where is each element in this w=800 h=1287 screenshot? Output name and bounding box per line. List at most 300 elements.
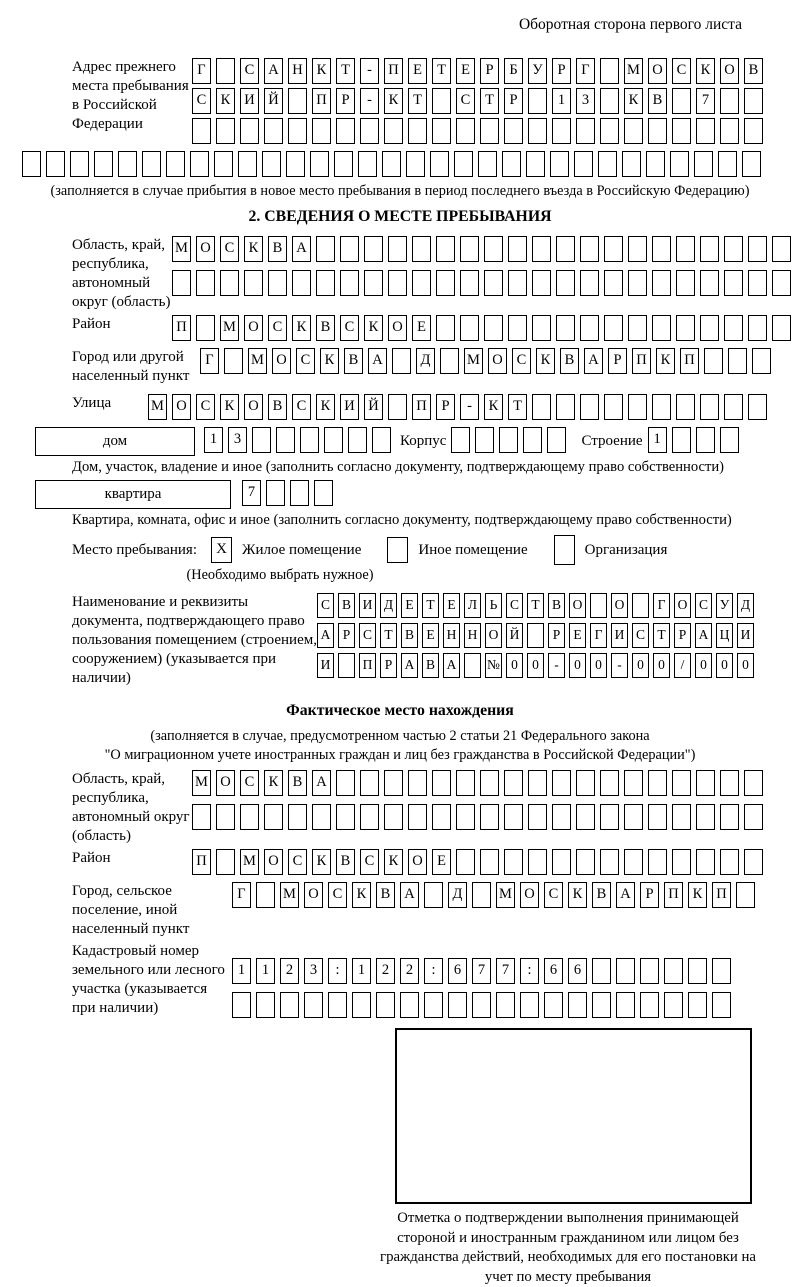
char-box[interactable]: А xyxy=(400,882,419,908)
char-box[interactable] xyxy=(720,770,739,796)
char-box[interactable] xyxy=(172,270,191,296)
char-box[interactable]: М xyxy=(280,882,299,908)
char-box[interactable] xyxy=(552,118,571,144)
char-box[interactable] xyxy=(502,151,521,177)
char-box[interactable] xyxy=(360,804,379,830)
char-box[interactable]: У xyxy=(716,593,733,618)
char-box[interactable]: А xyxy=(584,348,603,374)
char-box[interactable] xyxy=(408,118,427,144)
char-box[interactable] xyxy=(392,348,411,374)
char-box[interactable]: К xyxy=(688,882,707,908)
char-box[interactable] xyxy=(406,151,425,177)
char-box[interactable]: 0 xyxy=(716,653,733,678)
char-box[interactable]: Р xyxy=(640,882,659,908)
char-box[interactable] xyxy=(290,480,309,506)
char-box[interactable]: П xyxy=(664,882,683,908)
char-box[interactable] xyxy=(340,270,359,296)
char-box[interactable] xyxy=(622,151,641,177)
char-box[interactable]: О xyxy=(244,315,263,341)
char-box[interactable] xyxy=(628,270,647,296)
char-box[interactable]: Т xyxy=(336,58,355,84)
char-box[interactable]: А xyxy=(368,348,387,374)
char-box[interactable]: А xyxy=(317,623,334,648)
char-box[interactable] xyxy=(440,348,459,374)
char-box[interactable] xyxy=(508,236,527,262)
char-box[interactable] xyxy=(624,770,643,796)
char-box[interactable] xyxy=(624,849,643,875)
char-box[interactable] xyxy=(744,118,763,144)
char-box[interactable]: Д xyxy=(737,593,754,618)
char-box[interactable] xyxy=(432,770,451,796)
char-box[interactable]: 0 xyxy=(632,653,649,678)
char-box[interactable]: Р xyxy=(548,623,565,648)
char-box[interactable] xyxy=(216,849,235,875)
char-box[interactable] xyxy=(46,151,65,177)
char-box[interactable] xyxy=(314,480,333,506)
char-box[interactable] xyxy=(480,770,499,796)
char-box[interactable] xyxy=(676,394,695,420)
char-box[interactable] xyxy=(696,770,715,796)
char-box[interactable]: И xyxy=(737,623,754,648)
char-box[interactable]: 1 xyxy=(648,427,667,453)
char-box[interactable] xyxy=(580,315,599,341)
char-box[interactable]: К xyxy=(384,88,403,114)
char-box[interactable] xyxy=(166,151,185,177)
char-box[interactable]: О xyxy=(264,849,283,875)
char-box[interactable]: Н xyxy=(464,623,481,648)
char-box[interactable]: Е xyxy=(401,593,418,618)
char-box[interactable] xyxy=(532,315,551,341)
char-box[interactable]: Г xyxy=(192,58,211,84)
char-box[interactable] xyxy=(526,151,545,177)
char-box[interactable]: Г xyxy=(576,58,595,84)
char-box[interactable] xyxy=(580,394,599,420)
char-box[interactable] xyxy=(382,151,401,177)
checkbox-zhiloe[interactable]: X xyxy=(211,537,232,563)
char-box[interactable]: С xyxy=(192,88,211,114)
char-box[interactable] xyxy=(310,151,329,177)
char-box[interactable] xyxy=(504,770,523,796)
char-box[interactable]: Г xyxy=(590,623,607,648)
char-box[interactable] xyxy=(744,770,763,796)
char-box[interactable] xyxy=(142,151,161,177)
char-box[interactable] xyxy=(216,58,235,84)
char-box[interactable] xyxy=(712,992,731,1018)
char-box[interactable] xyxy=(646,151,665,177)
char-box[interactable]: А xyxy=(312,770,331,796)
char-box[interactable] xyxy=(262,151,281,177)
char-box[interactable] xyxy=(672,118,691,144)
char-box[interactable]: С xyxy=(240,58,259,84)
char-box[interactable]: И xyxy=(340,394,359,420)
char-box[interactable]: В xyxy=(592,882,611,908)
char-box[interactable]: П xyxy=(192,849,211,875)
char-box[interactable]: 1 xyxy=(204,427,223,453)
char-box[interactable]: М xyxy=(172,236,191,262)
char-box[interactable] xyxy=(451,427,470,453)
char-box[interactable] xyxy=(744,804,763,830)
char-box[interactable]: 7 xyxy=(472,958,491,984)
char-box[interactable]: Т xyxy=(422,593,439,618)
char-box[interactable] xyxy=(676,315,695,341)
char-box[interactable]: К xyxy=(656,348,675,374)
char-box[interactable]: С xyxy=(512,348,531,374)
char-box[interactable]: 2 xyxy=(280,958,299,984)
char-box[interactable]: М xyxy=(248,348,267,374)
char-box[interactable]: С xyxy=(292,394,311,420)
char-box[interactable]: К xyxy=(352,882,371,908)
char-box[interactable]: В xyxy=(338,593,355,618)
char-box[interactable]: И xyxy=(240,88,259,114)
char-box[interactable]: 0 xyxy=(737,653,754,678)
char-box[interactable]: К xyxy=(320,348,339,374)
char-box[interactable] xyxy=(384,770,403,796)
char-box[interactable] xyxy=(499,427,518,453)
char-box[interactable] xyxy=(556,270,575,296)
char-box[interactable] xyxy=(240,118,259,144)
char-box[interactable] xyxy=(556,315,575,341)
char-box[interactable] xyxy=(268,270,287,296)
char-box[interactable] xyxy=(600,770,619,796)
char-box[interactable] xyxy=(408,804,427,830)
char-box[interactable] xyxy=(744,849,763,875)
char-box[interactable]: К xyxy=(312,58,331,84)
char-box[interactable] xyxy=(696,427,715,453)
char-box[interactable] xyxy=(528,849,547,875)
char-box[interactable] xyxy=(192,118,211,144)
char-box[interactable] xyxy=(640,992,659,1018)
char-box[interactable] xyxy=(552,849,571,875)
char-box[interactable] xyxy=(316,270,335,296)
char-box[interactable] xyxy=(300,427,319,453)
char-box[interactable] xyxy=(720,118,739,144)
checkbox-organizatsiya[interactable] xyxy=(554,535,575,565)
char-box[interactable]: Д xyxy=(380,593,397,618)
char-box[interactable] xyxy=(744,88,763,114)
char-box[interactable]: С xyxy=(240,770,259,796)
char-box[interactable]: Р xyxy=(436,394,455,420)
char-box[interactable]: С xyxy=(456,88,475,114)
char-box[interactable] xyxy=(632,593,649,618)
char-box[interactable] xyxy=(430,151,449,177)
char-box[interactable] xyxy=(364,236,383,262)
char-box[interactable] xyxy=(460,270,479,296)
char-box[interactable]: М xyxy=(220,315,239,341)
char-box[interactable] xyxy=(484,236,503,262)
char-box[interactable]: М xyxy=(148,394,167,420)
char-box[interactable]: О xyxy=(244,394,263,420)
char-box[interactable]: О xyxy=(674,593,691,618)
char-box[interactable] xyxy=(628,315,647,341)
char-box[interactable]: Р xyxy=(504,88,523,114)
char-box[interactable] xyxy=(532,270,551,296)
char-box[interactable]: В xyxy=(376,882,395,908)
char-box[interactable] xyxy=(408,770,427,796)
char-box[interactable]: - xyxy=(611,653,628,678)
char-box[interactable]: О xyxy=(388,315,407,341)
char-box[interactable] xyxy=(436,315,455,341)
char-box[interactable] xyxy=(724,236,743,262)
char-box[interactable]: В xyxy=(401,623,418,648)
char-box[interactable]: В xyxy=(288,770,307,796)
char-box[interactable] xyxy=(94,151,113,177)
char-box[interactable] xyxy=(672,427,691,453)
char-box[interactable] xyxy=(384,118,403,144)
char-box[interactable] xyxy=(724,394,743,420)
char-box[interactable] xyxy=(224,348,243,374)
char-box[interactable]: 0 xyxy=(653,653,670,678)
char-box[interactable] xyxy=(336,804,355,830)
char-box[interactable]: Т xyxy=(408,88,427,114)
char-box[interactable]: К xyxy=(264,770,283,796)
char-box[interactable] xyxy=(484,270,503,296)
char-box[interactable]: 2 xyxy=(376,958,395,984)
char-box[interactable] xyxy=(424,882,443,908)
char-box[interactable] xyxy=(688,958,707,984)
char-box[interactable]: - xyxy=(360,88,379,114)
char-box[interactable] xyxy=(456,770,475,796)
char-box[interactable] xyxy=(544,992,563,1018)
char-box[interactable] xyxy=(504,118,523,144)
char-box[interactable]: И xyxy=(359,593,376,618)
char-box[interactable]: О xyxy=(611,593,628,618)
char-box[interactable] xyxy=(528,804,547,830)
char-box[interactable] xyxy=(748,394,767,420)
char-box[interactable]: : xyxy=(328,958,347,984)
char-box[interactable] xyxy=(664,992,683,1018)
char-box[interactable]: О xyxy=(272,348,291,374)
char-box[interactable]: В xyxy=(336,849,355,875)
char-box[interactable] xyxy=(672,770,691,796)
char-box[interactable]: К xyxy=(216,88,235,114)
char-box[interactable] xyxy=(400,992,419,1018)
char-box[interactable] xyxy=(256,882,275,908)
char-box[interactable] xyxy=(460,315,479,341)
char-box[interactable]: Е xyxy=(443,593,460,618)
char-box[interactable] xyxy=(424,992,443,1018)
char-box[interactable]: К xyxy=(484,394,503,420)
char-box[interactable]: В xyxy=(268,236,287,262)
char-box[interactable] xyxy=(604,394,623,420)
char-box[interactable] xyxy=(448,992,467,1018)
char-box[interactable] xyxy=(728,348,747,374)
char-box[interactable]: 1 xyxy=(232,958,251,984)
char-box[interactable]: Е xyxy=(412,315,431,341)
char-box[interactable] xyxy=(304,992,323,1018)
char-box[interactable]: С xyxy=(359,623,376,648)
char-box[interactable] xyxy=(288,118,307,144)
char-box[interactable] xyxy=(720,427,739,453)
char-box[interactable]: 0 xyxy=(695,653,712,678)
char-box[interactable]: Е xyxy=(569,623,586,648)
char-box[interactable] xyxy=(334,151,353,177)
char-box[interactable] xyxy=(648,849,667,875)
char-box[interactable] xyxy=(688,992,707,1018)
char-box[interactable]: К xyxy=(536,348,555,374)
char-box[interactable] xyxy=(590,593,607,618)
checkbox-inoe[interactable] xyxy=(387,537,408,563)
char-box[interactable]: О xyxy=(720,58,739,84)
char-box[interactable] xyxy=(196,270,215,296)
char-box[interactable] xyxy=(276,427,295,453)
char-box[interactable] xyxy=(604,315,623,341)
char-box[interactable] xyxy=(216,118,235,144)
char-box[interactable]: С xyxy=(544,882,563,908)
char-box[interactable]: : xyxy=(424,958,443,984)
char-box[interactable] xyxy=(358,151,377,177)
char-box[interactable] xyxy=(528,88,547,114)
char-box[interactable] xyxy=(616,958,635,984)
char-box[interactable] xyxy=(432,804,451,830)
char-box[interactable]: 1 xyxy=(552,88,571,114)
char-box[interactable]: : xyxy=(520,958,539,984)
char-box[interactable] xyxy=(604,270,623,296)
char-box[interactable]: А xyxy=(443,653,460,678)
char-box[interactable] xyxy=(292,270,311,296)
char-box[interactable]: С xyxy=(695,593,712,618)
char-box[interactable]: Е xyxy=(432,849,451,875)
char-box[interactable]: Р xyxy=(380,653,397,678)
char-box[interactable] xyxy=(598,151,617,177)
char-box[interactable]: О xyxy=(304,882,323,908)
char-box[interactable] xyxy=(624,118,643,144)
char-box[interactable] xyxy=(196,315,215,341)
char-box[interactable] xyxy=(604,236,623,262)
char-box[interactable] xyxy=(676,236,695,262)
char-box[interactable] xyxy=(496,992,515,1018)
char-box[interactable] xyxy=(600,849,619,875)
char-box[interactable]: 0 xyxy=(590,653,607,678)
char-box[interactable] xyxy=(216,804,235,830)
char-box[interactable] xyxy=(338,653,355,678)
char-box[interactable] xyxy=(720,849,739,875)
char-box[interactable] xyxy=(576,118,595,144)
char-box[interactable] xyxy=(742,151,761,177)
char-box[interactable] xyxy=(432,118,451,144)
char-box[interactable] xyxy=(724,315,743,341)
char-box[interactable] xyxy=(648,804,667,830)
char-box[interactable]: И xyxy=(611,623,628,648)
char-box[interactable] xyxy=(600,118,619,144)
char-box[interactable] xyxy=(288,88,307,114)
char-box[interactable]: А xyxy=(264,58,283,84)
char-box[interactable] xyxy=(376,992,395,1018)
char-box[interactable]: Р xyxy=(608,348,627,374)
char-box[interactable]: Р xyxy=(674,623,691,648)
char-box[interactable] xyxy=(70,151,89,177)
char-box[interactable] xyxy=(574,151,593,177)
char-box[interactable] xyxy=(720,88,739,114)
char-box[interactable]: С xyxy=(288,849,307,875)
char-box[interactable]: И xyxy=(317,653,334,678)
char-box[interactable] xyxy=(508,315,527,341)
char-box[interactable]: В xyxy=(560,348,579,374)
char-box[interactable]: 3 xyxy=(304,958,323,984)
char-box[interactable]: Б xyxy=(504,58,523,84)
char-box[interactable]: М xyxy=(496,882,515,908)
char-box[interactable] xyxy=(628,236,647,262)
char-box[interactable]: Н xyxy=(288,58,307,84)
char-box[interactable] xyxy=(504,804,523,830)
char-box[interactable] xyxy=(532,236,551,262)
char-box[interactable]: 0 xyxy=(527,653,544,678)
char-box[interactable] xyxy=(624,804,643,830)
char-box[interactable] xyxy=(652,394,671,420)
char-box[interactable] xyxy=(736,882,755,908)
char-box[interactable] xyxy=(532,394,551,420)
char-box[interactable]: О xyxy=(488,348,507,374)
char-box[interactable] xyxy=(22,151,41,177)
char-box[interactable]: Й xyxy=(264,88,283,114)
char-box[interactable] xyxy=(252,427,271,453)
char-box[interactable] xyxy=(240,804,259,830)
char-box[interactable] xyxy=(724,270,743,296)
char-box[interactable]: В xyxy=(548,593,565,618)
char-box[interactable]: С xyxy=(220,236,239,262)
char-box[interactable] xyxy=(328,992,347,1018)
char-box[interactable] xyxy=(672,849,691,875)
char-box[interactable] xyxy=(360,118,379,144)
char-box[interactable]: О xyxy=(569,593,586,618)
char-box[interactable] xyxy=(748,236,767,262)
char-box[interactable]: К xyxy=(364,315,383,341)
char-box[interactable]: Т xyxy=(432,58,451,84)
char-box[interactable] xyxy=(118,151,137,177)
char-box[interactable]: К xyxy=(568,882,587,908)
char-box[interactable] xyxy=(266,480,285,506)
char-box[interactable]: 3 xyxy=(576,88,595,114)
char-box[interactable] xyxy=(664,958,683,984)
char-box[interactable] xyxy=(388,270,407,296)
char-box[interactable] xyxy=(472,882,491,908)
char-box[interactable] xyxy=(412,270,431,296)
char-box[interactable]: О xyxy=(485,623,502,648)
char-box[interactable]: Г xyxy=(200,348,219,374)
char-box[interactable] xyxy=(340,236,359,262)
char-box[interactable]: С xyxy=(196,394,215,420)
char-box[interactable]: В xyxy=(344,348,363,374)
char-box[interactable] xyxy=(528,118,547,144)
char-box[interactable] xyxy=(600,804,619,830)
char-box[interactable]: У xyxy=(528,58,547,84)
char-box[interactable]: О xyxy=(520,882,539,908)
char-box[interactable]: М xyxy=(192,770,211,796)
char-box[interactable]: - xyxy=(548,653,565,678)
char-box[interactable] xyxy=(568,992,587,1018)
char-box[interactable]: Ц xyxy=(716,623,733,648)
char-box[interactable] xyxy=(700,270,719,296)
char-box[interactable] xyxy=(244,270,263,296)
char-box[interactable] xyxy=(454,151,473,177)
char-box[interactable] xyxy=(464,653,481,678)
char-box[interactable] xyxy=(264,118,283,144)
char-box[interactable] xyxy=(352,992,371,1018)
char-box[interactable] xyxy=(772,315,791,341)
char-box[interactable] xyxy=(520,992,539,1018)
char-box[interactable]: Й xyxy=(506,623,523,648)
char-box[interactable] xyxy=(580,270,599,296)
char-box[interactable]: Ь xyxy=(485,593,502,618)
char-box[interactable]: Л xyxy=(464,593,481,618)
char-box[interactable] xyxy=(456,118,475,144)
char-box[interactable] xyxy=(648,770,667,796)
char-box[interactable] xyxy=(712,958,731,984)
char-box[interactable]: 6 xyxy=(544,958,563,984)
char-box[interactable]: П xyxy=(172,315,191,341)
char-box[interactable] xyxy=(694,151,713,177)
char-box[interactable] xyxy=(280,992,299,1018)
char-box[interactable]: К xyxy=(312,849,331,875)
